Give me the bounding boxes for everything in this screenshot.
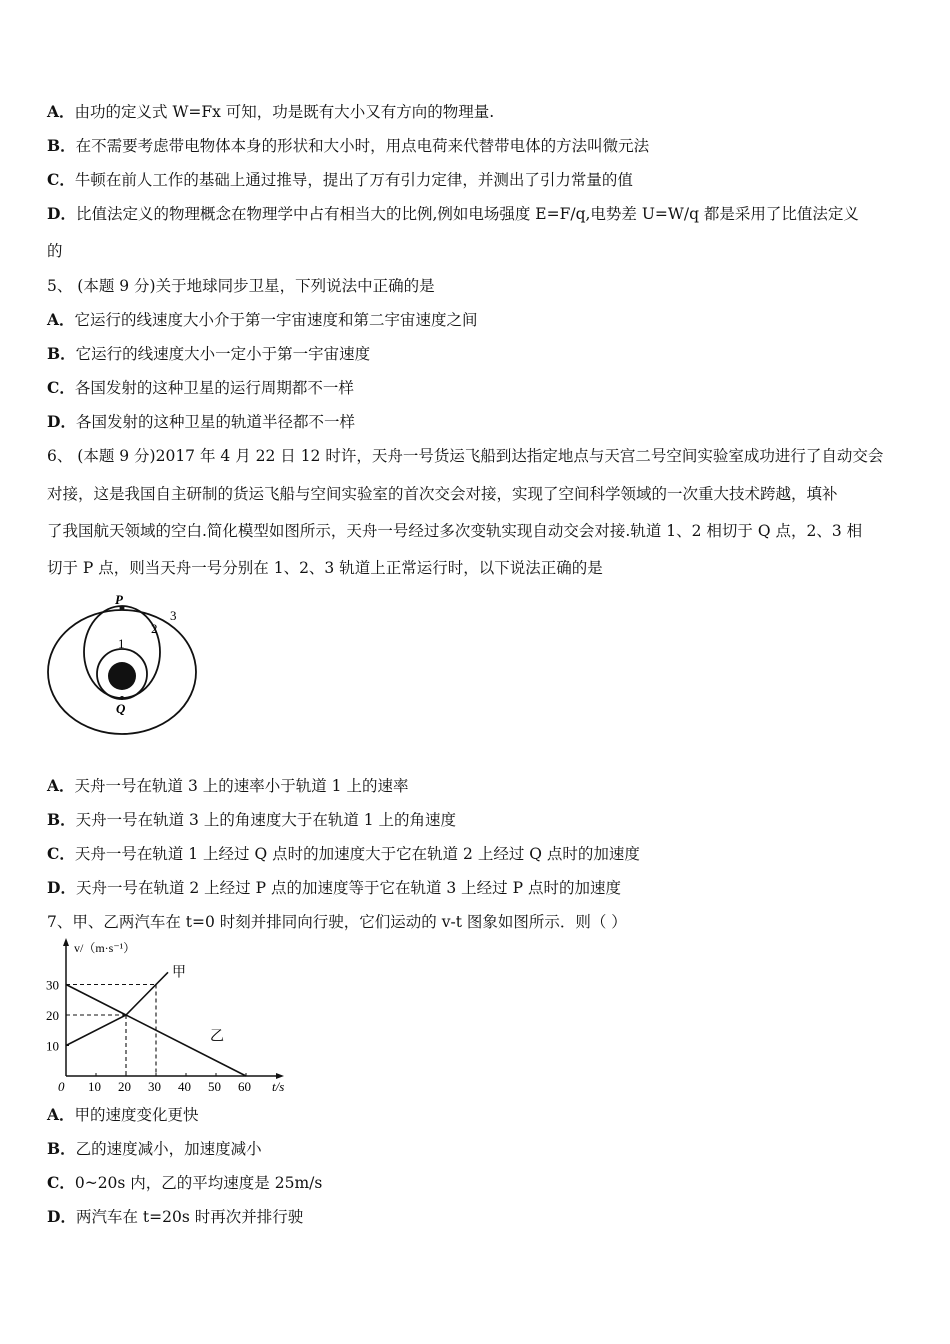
q7-option-a (47, 1105, 917, 1125)
q7-option-d (47, 1207, 917, 1227)
option-text: 天舟一号在轨道 1 上经过 Q 点时的加速度大于它在轨道 2 上经过 Q 点时的加速度 (74, 845, 640, 863)
option-label: C． (47, 170, 75, 189)
q5-option-b (47, 344, 917, 364)
option-text: 天舟一号在轨道 2 上经过 P 点的加速度等于它在轨道 3 上经过 P 点时的加速度 (75, 879, 621, 897)
option-text: 天舟一号在轨道 3 上的速率小于轨道 1 上的速率 (74, 777, 409, 795)
vt-chart (44, 936, 304, 1094)
option-text: 比值法定义的物理概念在物理学中占有相当大的比例,例如电场强度 E=F/q,电势差 U=W/q 都是采用了比值法定义 (75, 205, 859, 223)
q4-option-d (47, 204, 917, 224)
x-tick-label: 60 (238, 1079, 251, 1094)
option-text: 它运行的线速度大小介于第一宇宙速度和第二宇宙速度之间 (74, 311, 478, 329)
option-label: C． (47, 844, 75, 863)
series-label: 甲 (172, 965, 186, 981)
q4-option-a (47, 102, 917, 122)
q5-option-c (47, 378, 917, 398)
option-label: D． (47, 1207, 76, 1226)
option-label: D． (47, 412, 76, 431)
option-text: 它运行的线速度大小一定小于第一宇宙速度 (75, 345, 371, 363)
option-label: C． (47, 1173, 75, 1192)
y-tick-label: 20 (46, 1008, 59, 1023)
option-label: A． (47, 1105, 75, 1124)
label-1: 1 (118, 636, 125, 651)
option-label: A． (47, 776, 75, 795)
q5-option-d (47, 412, 917, 432)
q6-stem-line-3: 了我国航天领域的空白.简化模型如图所示，天舟一号经过多次变轨实现自动交会对接.轨道 1、2 相切于 Q 点，2、3 相 (47, 522, 863, 540)
option-label: A． (47, 310, 75, 329)
series-line (66, 972, 168, 1045)
label-3: 3 (170, 608, 177, 623)
q4-option-d-continuation: 的 (47, 242, 63, 260)
label-p: P (115, 592, 123, 607)
option-text: 乙的速度减小，加速度减小 (75, 1140, 262, 1158)
option-label: D． (47, 204, 76, 223)
x-tick-label: 20 (118, 1079, 131, 1094)
x-tick-label: 10 (88, 1079, 101, 1094)
y-tick-label: 30 (46, 977, 59, 993)
point-q-dot (120, 696, 124, 700)
q7-stem: 7、甲、乙两汽车在 t=0 时刻并排同向行驶，它们运动的 v-t 图象如图所示．则（ ） (47, 913, 627, 931)
option-label: D． (47, 878, 76, 897)
option-label: B． (47, 1139, 76, 1158)
q6-option-c (47, 844, 917, 864)
y-axis-arrow (63, 938, 69, 946)
y-axis-label: v/（m·s⁻¹） (74, 941, 136, 955)
orbit-diagram (44, 590, 204, 740)
option-text: 由功的定义式 W=Fx 可知，功是既有大小又有方向的物理量. (74, 103, 495, 121)
label-q: Q (116, 701, 126, 716)
option-text: 甲的速度变化更快 (74, 1106, 199, 1124)
option-label: B． (47, 344, 76, 363)
x-tick-label: 50 (208, 1079, 221, 1094)
q6-option-b (47, 810, 917, 830)
q6-stem-line-2: 对接，这是我国自主研制的货运飞船与空间实验室的首次交会对接，实现了空间科学领域的一次重大技术跨越，填补 (47, 485, 838, 503)
x-axis-label: t/s (272, 1079, 285, 1094)
option-text: 两汽车在 t=20s 时再次并排行驶 (75, 1208, 304, 1226)
q4-option-b (47, 136, 917, 156)
q6-stem-line-1: 6、 (本题 9 分)2017 年 4 月 22 日 12 时许，天舟一号货运飞船到达指定地点与天宫二号空间实验室成功进行了自动交会 (47, 447, 884, 465)
option-text: 牛顿在前人工作的基础上通过推导，提出了万有引力定律，并测出了引力常量的值 (74, 171, 633, 189)
option-text: 在不需要考虑带电物体本身的形状和大小时，用点电荷来代替带电体的方法叫微元法 (75, 137, 650, 155)
earth (108, 662, 136, 690)
option-label: B． (47, 810, 76, 829)
q6-stem-line-4: 切于 P 点，则当天舟一号分别在 1、2、3 轨道上正常运行时，以下说法正确的是 (47, 559, 603, 577)
q4-option-c (47, 170, 917, 190)
option-text: 0~20s 内，乙的平均速度是 25m/s (74, 1174, 323, 1192)
q5-option-a (47, 310, 917, 330)
option-label: B． (47, 136, 76, 155)
q7-option-c (47, 1173, 917, 1193)
q6-option-d (47, 878, 917, 898)
option-label: A． (47, 102, 75, 121)
q7-option-b (47, 1139, 917, 1159)
option-text: 各国发射的这种卫星的运行周期都不一样 (74, 379, 354, 397)
y-tick-label: 10 (46, 1038, 59, 1054)
option-text: 各国发射的这种卫星的轨道半径都不一样 (75, 413, 355, 431)
label-2: 2 (151, 621, 158, 636)
x-tick-label: 30 (148, 1079, 161, 1094)
q5-stem: 5、 (本题 9 分)关于地球同步卫星，下列说法中正确的是 (47, 277, 435, 295)
q6-option-a (47, 776, 917, 796)
series-label: 乙 (210, 1029, 224, 1045)
origin-label: 0 (58, 1079, 65, 1094)
option-text: 天舟一号在轨道 3 上的角速度大于在轨道 1 上的角速度 (75, 811, 457, 829)
x-tick-label: 40 (178, 1079, 191, 1094)
option-label: C． (47, 378, 75, 397)
